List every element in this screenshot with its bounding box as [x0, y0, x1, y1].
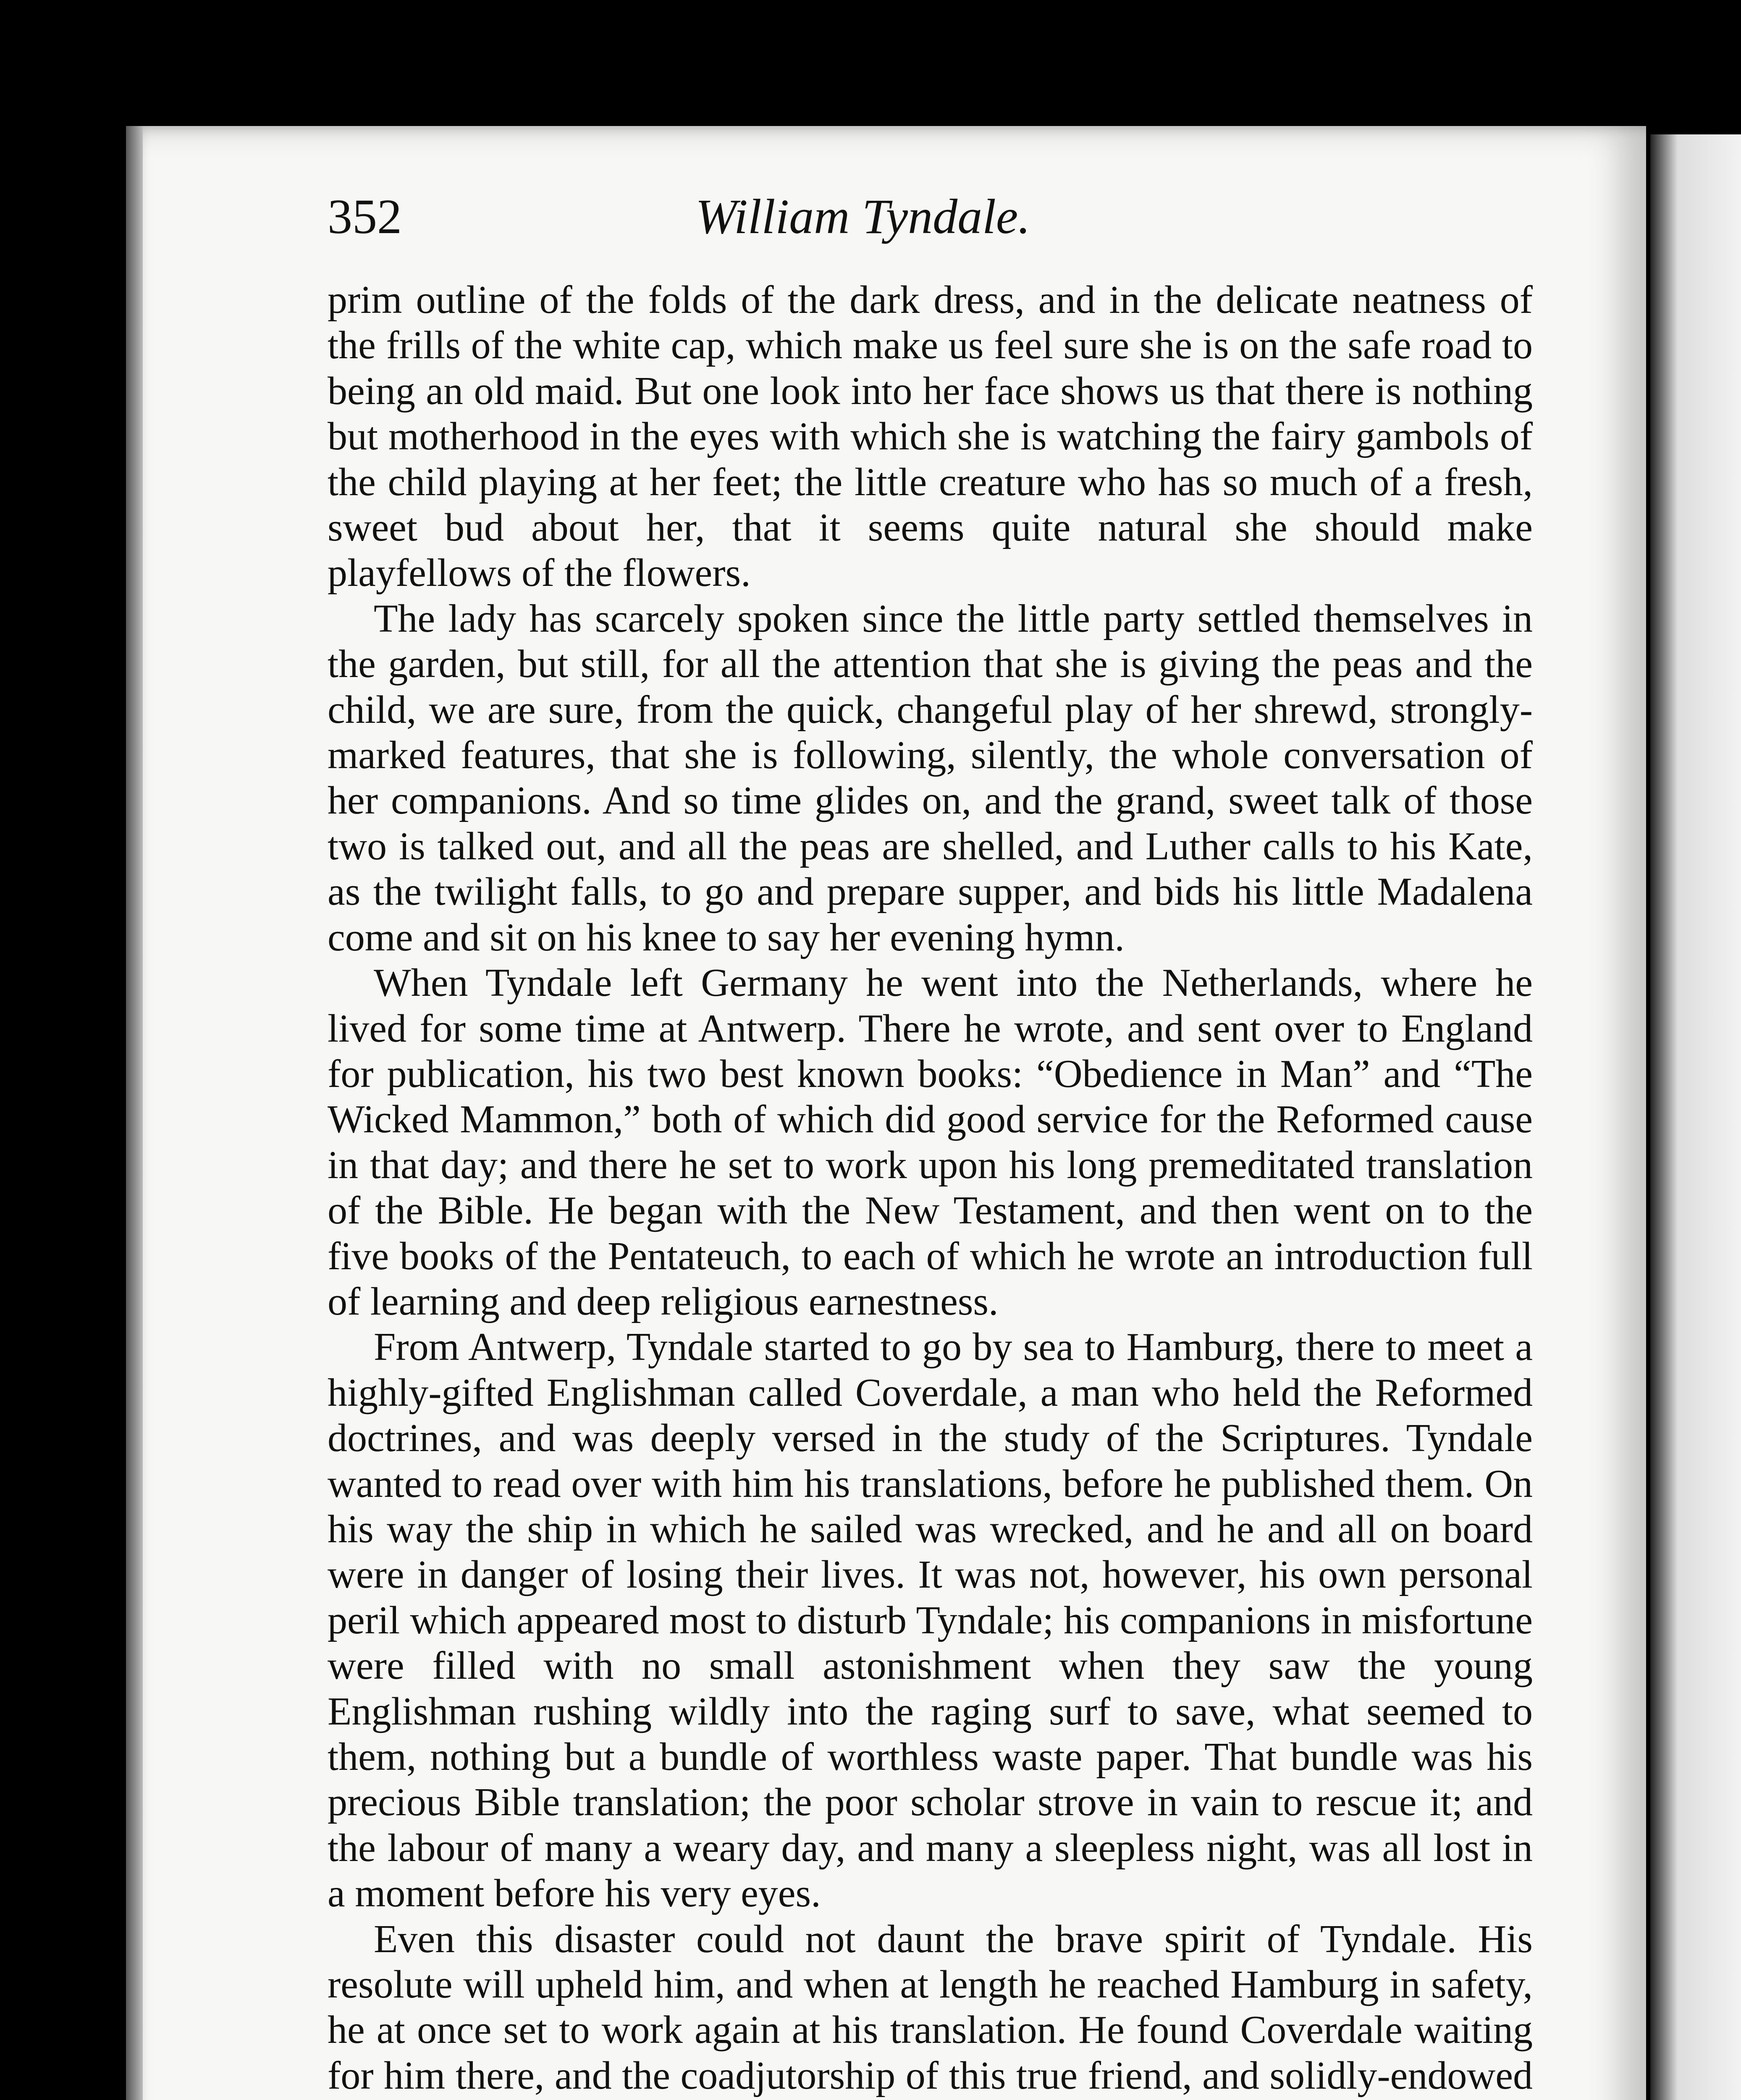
page-number: 352	[328, 189, 402, 244]
body-text	[328, 277, 1533, 2100]
paragraph: When Tyndale left Germany he went into the Netherlands, where he lived for some time at Antwerp. There he wrote, and sent over to England for publication, his two best known books: “Obedience in Man” and “The Wicked Mammon,” both of which did good service for the Reformed cause in that day; and there he set to work upon his long premeditated translation of the Bible. He began with the New Testament, and then went on to the five books of the Pentateuch, to each of which he wrote an introduction full of learning and deep religious earnestness.	[328, 961, 1533, 1323]
paragraph: From Antwerp, Tyndale started to go by sea to Hamburg, there to meet a highly-gifted Englishman called Coverdale, a man who held the Reformed doctrines, and was deeply versed in the study of the Scriptures. Tyndale wanted to read over with him his translations, before he published them. On his way the ship in which he sailed was wrecked, and he and all on board were in danger of losing their lives. It was not, however, his own personal peril which appeared most to disturb Tyndale; his companions in misfortune were filled with no small astonishment when they saw the young Englishman rushing wildly into the raging surf to save, what seemed to them, nothing but a bundle of worthless waste paper. That bundle was his precious Bible translation; the poor scholar strove in vain to rescue it; and the labour of many a weary day, and many a sleepless night, was all lost in a moment before his very eyes.	[328, 1325, 1533, 1916]
running-title: William Tyndale.	[695, 189, 1030, 244]
paragraph: Even this disaster could not daunt the brave spirit of Tyndale. His resolute will upheld him, and when at length he reached Hamburg in safety, he at once set to work again at his translation. He found Coverdale waiting for him there, and the coadjutorship of this true friend, and solidly-endowed	[328, 1917, 1533, 2097]
paragraph: The lady has scarcely spoken since the little party settled themselves in the garden, but still, for all the attention that she is giving the peas and the child, we are sure, from the quick, changeful play of her shrewd, strongly-marked features, that she is following, silently, the whole conversation of her companions. And so time glides on, and the grand, sweet talk of those two is talked out, and all the peas are shelled, and Luther calls to his Kate, as the twilight falls, to go and prepare supper, and bids his little Madalena come and sit on his knee to say her evening hymn.	[328, 596, 1533, 959]
facing-page-edge	[1650, 134, 1741, 2100]
page-header	[202, 188, 1524, 251]
paragraph: prim outline of the folds of the dark dress, and in the delicate neatness of the frills of the white cap, which make us feel sure she is on the safe road to being an old maid. But one look into her face shows us that there is nothing but motherhood in the eyes with which she is watching the fairy gambols of the child playing at her feet; the little creature who has so much of a fresh, sweet bud about her, that it seems quite natural she should make playfellows of the flowers.	[328, 278, 1533, 595]
